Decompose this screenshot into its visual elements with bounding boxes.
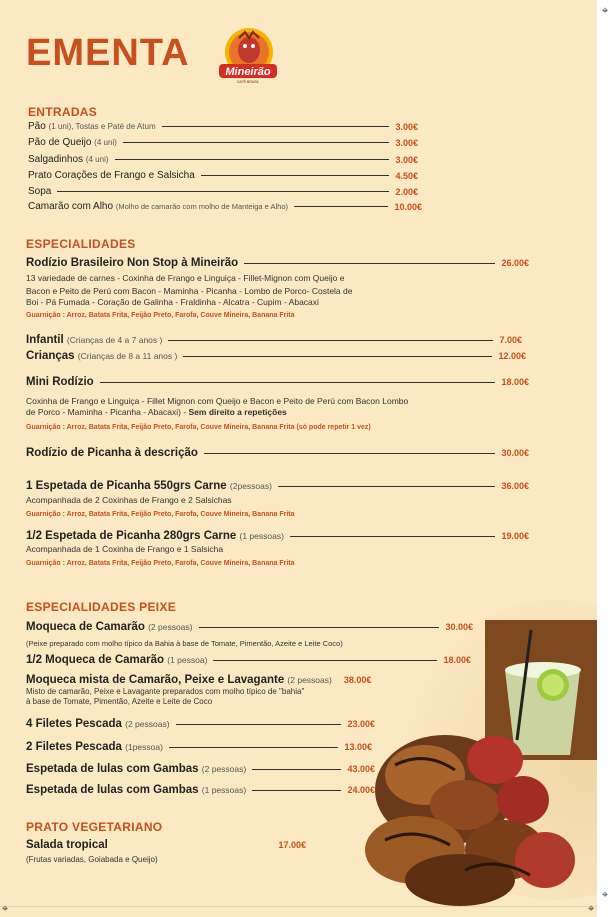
item-price: 4.50€ xyxy=(395,170,418,181)
menu-item xyxy=(28,170,418,181)
section-heading-peixe: ESPECIALIDADES PEIXE xyxy=(26,600,177,614)
leader-line xyxy=(123,142,390,143)
item-name: Pão xyxy=(28,121,46,132)
item-price: 43.00€ xyxy=(347,764,375,774)
leader-line xyxy=(290,536,496,537)
menu-item xyxy=(28,186,418,197)
item-name: Prato Corações de Frango e Salsicha xyxy=(28,170,195,181)
leader-line xyxy=(57,191,389,192)
item-description: Bacon e Peito de Perú com Bacon - Maminha - Picanha - Lombo de Porco- Costela de xyxy=(26,286,353,296)
item-name: 2 Filetes Pescada xyxy=(26,741,122,753)
item-name: 1 Espetada de Picanha 550grs Carne xyxy=(26,480,227,492)
menu-item xyxy=(26,741,372,753)
item-name: 4 Filetes Pescada xyxy=(26,718,122,730)
item-name: Mini Rodízio xyxy=(26,376,94,388)
section-heading-entradas: ENTRADAS xyxy=(28,105,98,119)
leader-line xyxy=(204,453,496,454)
menu-item xyxy=(26,447,529,459)
item-detail: (1 pessoas) xyxy=(239,531,284,541)
item-name: Espetada de lulas com Gambas xyxy=(26,763,199,775)
item-detail: (1pessoa) xyxy=(125,742,163,752)
menu-item xyxy=(28,121,418,132)
item-description: Acompanhada de 1 Coxinha de Frango e 1 Salsicha xyxy=(26,544,224,554)
leader-line xyxy=(183,356,492,357)
item-price: 23.00€ xyxy=(347,719,375,729)
menu-item xyxy=(26,350,526,362)
leader-line xyxy=(176,724,342,725)
item-detail: (Molho de camarão com molho de Manteiga e Alho) xyxy=(115,202,289,211)
registration-mark: ⌖ xyxy=(602,4,609,17)
menu-item xyxy=(28,154,418,165)
item-detail: (1 pessoas) xyxy=(201,785,247,795)
item-name: Salada tropical xyxy=(26,839,108,851)
leader-line xyxy=(201,175,390,176)
leader-line xyxy=(252,790,341,791)
item-name: Moqueca de Camarão xyxy=(26,621,145,633)
item-detail: (4 uni) xyxy=(94,138,117,147)
item-name: Rodízio de Picanha à descrição xyxy=(26,447,198,459)
item-price: 24.00€ xyxy=(347,785,375,795)
item-price: 18.00€ xyxy=(501,377,529,387)
menu-item xyxy=(26,784,375,796)
item-price: 2.00€ xyxy=(395,186,418,197)
item-detail: (4 uni) xyxy=(85,155,109,164)
item-description: Coxinha de Frango e Linguiça - Fillet Mignon com Queijo e Bacon e Peito de Perú com Bacon Lombo xyxy=(26,396,409,406)
item-name: Sopa xyxy=(28,186,52,197)
garnish-note: Guarnição : Arroz, Batata Frita, Feijão Preto, Farofa, Couve Mineira, Banana Frita xyxy=(26,312,295,319)
garnish-note: Guarnição : Arroz, Batata Frita, Feijão Preto, Farofa, Couve Mineira, Banana Frita xyxy=(26,560,295,567)
item-name: Crianças xyxy=(26,350,75,362)
item-detail: (2 pessoas) xyxy=(125,719,170,729)
item-description: (Frutas variadas, Goiabada e Queijo) xyxy=(26,855,158,864)
item-price: 13.00€ xyxy=(344,742,372,752)
menu-item xyxy=(26,674,472,686)
item-description: (Peixe preparado com molho típico da Bahia à base de Tomate, Pimentão, Azeite e Leite Coco) xyxy=(26,639,343,648)
item-name: Infantil xyxy=(26,334,64,346)
item-price: 26.00€ xyxy=(501,258,529,268)
item-detail: (Crianças de 4 a 7 anos ) xyxy=(66,335,163,345)
menu-item xyxy=(26,621,473,633)
menu-item xyxy=(26,654,471,666)
menu-item xyxy=(26,334,522,346)
menu-item xyxy=(26,376,529,388)
registration-mark: ⌖ xyxy=(602,888,609,901)
logo-text: Mineirão xyxy=(225,66,271,78)
food-photo xyxy=(355,590,597,906)
leader-line xyxy=(169,747,339,748)
item-description: à base de Tomate, Pimentão, Azeite e Leite de Coco xyxy=(26,697,213,706)
item-price: 18.00€ xyxy=(443,655,471,665)
page-title: EMENTA xyxy=(26,32,190,74)
registration-mark: ⌖ xyxy=(588,902,595,915)
item-price: 3.00€ xyxy=(395,137,418,148)
item-price: 3.00€ xyxy=(395,154,418,165)
item-description: Boi - Pá Fumada - Coração de Galinha - Fraldinha - Alcatra - Cupim - Abacaxi xyxy=(26,297,319,307)
leader-line xyxy=(162,126,390,127)
menu-item xyxy=(26,763,375,775)
item-price: 30.00€ xyxy=(445,622,473,632)
item-detail: (1 uni), Tostas e Paté de Atum xyxy=(48,122,156,131)
logo-subtext: CAFÉ BRASIL xyxy=(236,80,260,84)
item-name: Camarão com Alho xyxy=(28,201,114,212)
item-detail: (2pessoas) xyxy=(229,481,272,491)
item-price: 12.00€ xyxy=(498,351,526,361)
item-detail: (Crianças de 8 a 11 anos ) xyxy=(77,351,178,361)
item-price: 36.00€ xyxy=(501,481,529,491)
leader-line xyxy=(115,159,390,160)
item-price: 17.00€ xyxy=(278,840,306,850)
item-name: Moqueca mista de Camarão, Peixe e Lavagante xyxy=(26,674,285,686)
item-price: 7.00€ xyxy=(499,335,522,345)
item-name: Pão de Queijo xyxy=(28,137,92,148)
item-detail: (2 pessoas) xyxy=(287,675,332,685)
item-description: 13 variedade de carnes - Coxinha de Frango e Linguiça - Fillet-Mignon com Queijo e xyxy=(26,273,345,283)
restaurant-logo xyxy=(215,26,281,86)
item-price: 30.00€ xyxy=(501,448,529,458)
menu-item xyxy=(26,530,529,542)
leader-line xyxy=(199,627,440,628)
item-detail: (1 pessoa) xyxy=(167,655,208,665)
item-description: de Porco - Maminha - Picanha - Abacaxi) - Sem direito a repetições xyxy=(26,407,287,417)
item-name: Rodízio Brasileiro Non Stop à Mineirão xyxy=(26,257,239,269)
page-margin xyxy=(597,0,611,917)
item-description: Acompanhada de 2 Coxinhas de Frango e 2 Salsichas xyxy=(26,495,232,505)
section-heading-especialidades: ESPECIALIDADES xyxy=(26,237,136,251)
leader-line xyxy=(294,206,388,207)
menu-item xyxy=(26,839,306,851)
item-price: 3.00€ xyxy=(395,121,418,132)
leader-line xyxy=(278,486,495,487)
leader-line xyxy=(244,263,495,264)
item-name: 1/2 Moqueca de Camarão xyxy=(26,654,165,666)
menu-item xyxy=(26,257,529,269)
garnish-note: Guarnição : Arroz, Batata Frita, Feijão Preto, Farofa, Couve Mineira, Banana Frita (só pode repetir 1 vez) xyxy=(26,424,371,431)
section-heading-vegetariano: PRATO VEGETARIANO xyxy=(26,820,163,834)
menu-item xyxy=(26,480,529,492)
item-price: 38.00€ xyxy=(343,675,372,685)
leader-line xyxy=(168,340,493,341)
item-detail: (2 pessoas) xyxy=(201,764,247,774)
registration-mark: ⌖ xyxy=(2,902,9,915)
item-name: Espetada de lulas com Gambas xyxy=(26,784,199,796)
item-name: 1/2 Espetada de Picanha 280grs Carne xyxy=(26,530,237,542)
item-price: 10.00€ xyxy=(394,201,422,212)
item-detail: (2 pessoas) xyxy=(148,622,193,632)
menu-item xyxy=(28,201,422,212)
menu-item xyxy=(28,137,418,148)
leader-line xyxy=(213,660,437,661)
leader-line xyxy=(100,382,496,383)
item-description: Misto de camarão, Peixe e Lavagante preparados com molho típico de "bahia" xyxy=(26,687,305,696)
leader-line xyxy=(252,769,341,770)
item-price: 19.00€ xyxy=(501,531,529,541)
garnish-note: Guarnição : Arroz, Batata Frita, Feijão Preto, Farofa, Couve Mineira, Banana Frita xyxy=(26,511,295,518)
menu-item xyxy=(26,718,375,730)
item-name: Salgadinhos xyxy=(28,154,84,165)
